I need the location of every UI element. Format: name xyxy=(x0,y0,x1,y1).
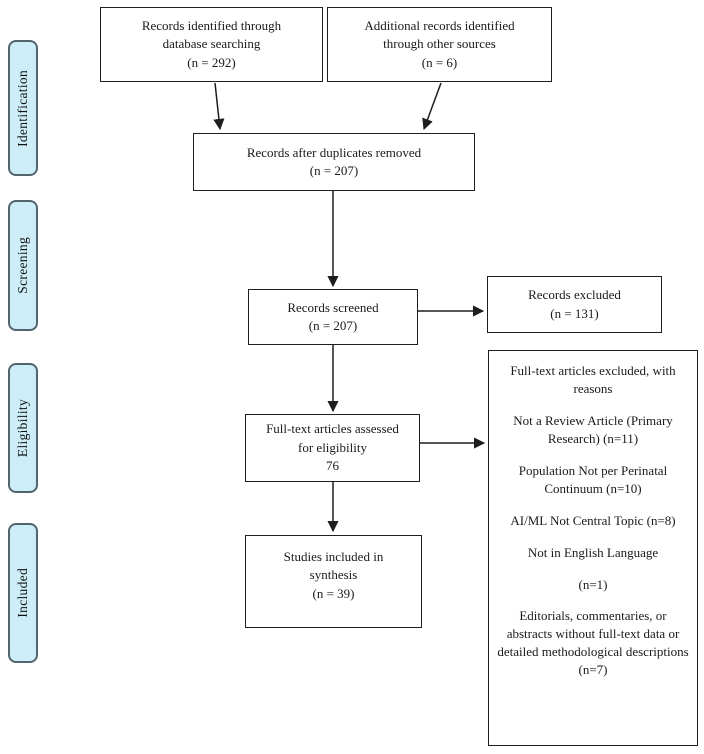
box-text-line: synthesis xyxy=(309,567,358,583)
exclusion-reason: Full-text articles excluded, with reasons xyxy=(510,363,676,396)
stage-tab-screening xyxy=(8,200,38,331)
box-text-line: (n = 6) xyxy=(421,54,458,70)
box-records-screened xyxy=(248,289,418,345)
exclusion-reason: Editorials, commentaries, or abstracts without full-text data or detailed methodological descriptions (n=7) xyxy=(497,608,689,678)
box-text-line: Records after duplicates removed xyxy=(246,144,422,160)
box-text-line: Additional records identified xyxy=(364,17,515,33)
stage-label: Included xyxy=(15,568,30,618)
box-text-line: Studies included in xyxy=(283,549,384,564)
box-fulltext-excluded-reasons xyxy=(488,350,698,746)
stage-label: Screening xyxy=(15,237,30,294)
box-duplicates-removed xyxy=(193,133,475,191)
box-additional-records xyxy=(327,7,552,82)
exclusion-reason: Not in English Language xyxy=(527,544,659,560)
box-text-line: Records excluded xyxy=(528,287,621,303)
arrow-identified-to-dedup xyxy=(215,83,220,129)
arrow-additional-to-dedup xyxy=(424,83,441,129)
stage-tab-included xyxy=(8,523,38,663)
exclusion-reason: Population Not per Perinatal Continuum (n=10) xyxy=(518,462,668,496)
stage-label: Identification xyxy=(15,69,30,147)
box-text-line: for eligibility xyxy=(298,439,367,455)
exclusion-reason: Not a Review Article (Primary Research) (n=11) xyxy=(513,412,673,446)
box-text-line: (n = 131) xyxy=(550,305,599,321)
box-text-line: (n = 207) xyxy=(308,318,358,333)
box-fulltext-assessed xyxy=(245,414,420,482)
box-text-line: Records screened xyxy=(287,299,379,315)
box-text-line: 76 xyxy=(326,458,339,474)
box-text-line: (n = 39) xyxy=(312,585,355,601)
box-text-line: Full-text articles assessed xyxy=(266,421,399,437)
box-records-excluded xyxy=(487,276,662,333)
stage-tab-identification xyxy=(8,40,38,176)
box-records-identified xyxy=(100,7,323,82)
box-text-line: (n = 207) xyxy=(309,163,359,178)
box-text-line: Records identified through xyxy=(141,17,282,33)
stage-label: Eligibility xyxy=(15,398,30,458)
stage-tab-eligibility xyxy=(8,363,38,493)
box-text-line: through other sources xyxy=(383,36,496,52)
exclusion-reason: AI/ML Not Central Topic (n=8) xyxy=(510,512,676,528)
box-studies-included xyxy=(245,535,422,628)
exclusion-reason: (n=1) xyxy=(578,576,608,592)
box-text-line: database searching xyxy=(162,36,261,52)
box-text-line: (n = 292) xyxy=(187,54,236,70)
